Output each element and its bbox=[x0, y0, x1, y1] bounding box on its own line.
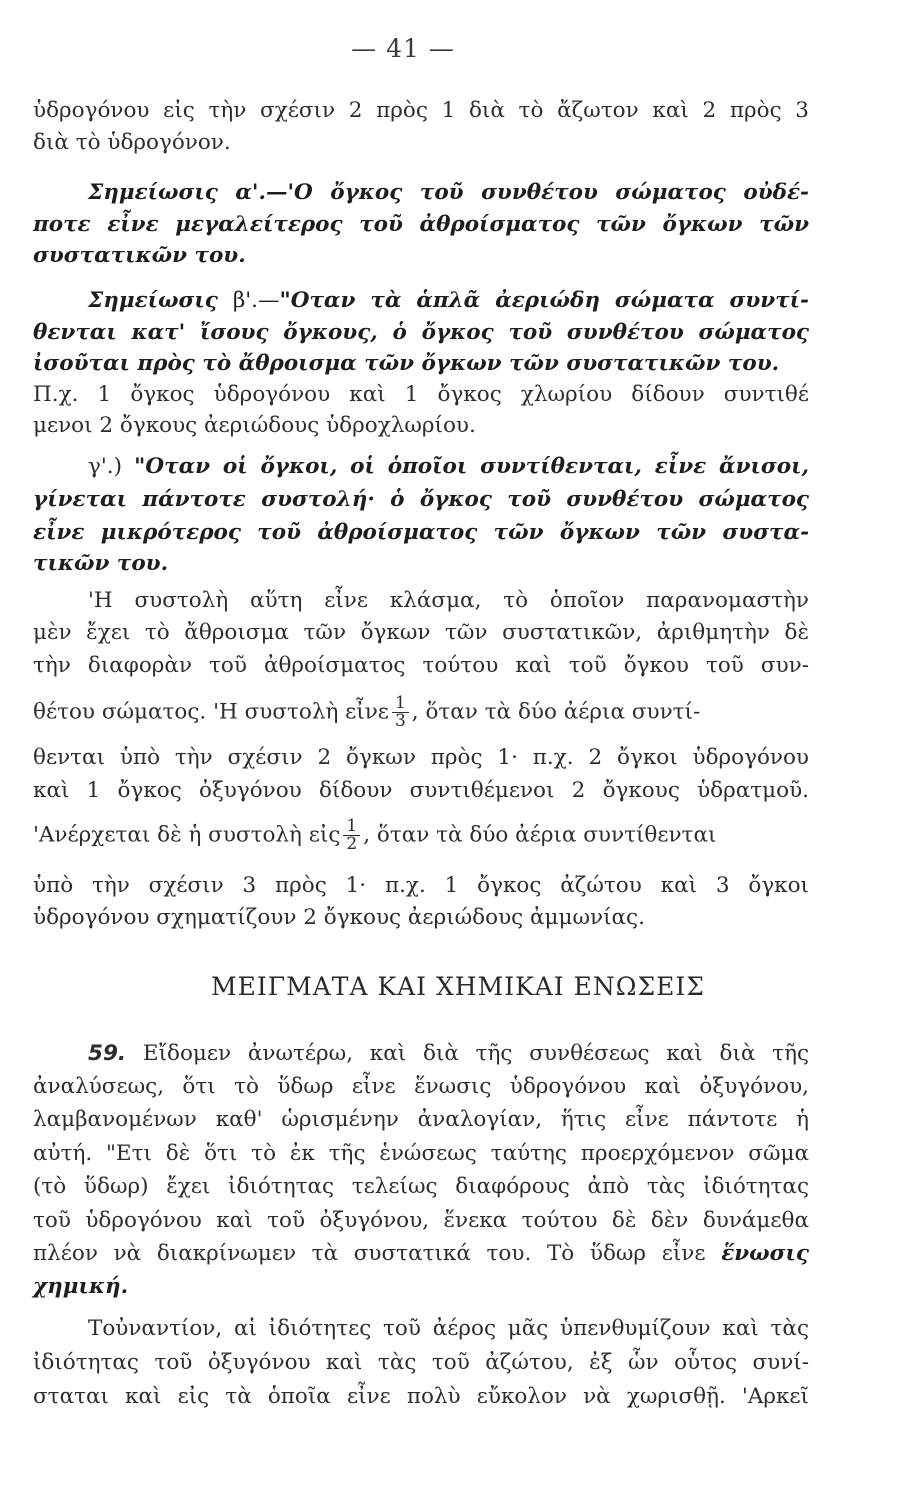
text-line: αὐτή. "Ετι δὲ ὅτι τὸ ἐκ τῆς ἑνώσεως ταύτης προερχόμενον σῶμα bbox=[33, 1141, 809, 1166]
text-line: θενται κατ' ἴσους ὄγκους, ὁ ὄγκος τοῦ συνθέτου σώματος bbox=[33, 320, 809, 345]
page-number: — 41 — bbox=[351, 34, 455, 63]
emphasis-span: ἕνωσις bbox=[721, 1241, 809, 1266]
fraction-denominator: 3 bbox=[394, 711, 406, 731]
fraction-line bbox=[33, 695, 809, 730]
text-line: ὑδρογόνου σχηματίζουν 2 ὄγκους ἀεριώδους ἀμμωνίας. bbox=[33, 905, 645, 930]
note-alpha-text: —'Ο ὄγκος τοῦ συνθέτου σώματος οὐδέ- bbox=[265, 180, 809, 205]
fraction-one-third bbox=[392, 695, 409, 730]
text-line: σταται καὶ εἰς τὰ ὁποῖα εἶνε πολὺ εὔκολον νὰ χωρισθῇ. 'Αρκεῖ bbox=[33, 1384, 809, 1409]
text-span: Εἴδομεν ἀνωτέρω, καὶ διὰ τῆς συνθέσεως καὶ διὰ τῆς bbox=[142, 1041, 809, 1066]
text-line: ἀναλύσεως, ὅτι τὸ ὕδωρ εἶνε ἕνωσις ὑδρογόνου καὶ ὀξυγόνου, bbox=[33, 1074, 809, 1099]
note-alpha-label: Σημείωσις α'. bbox=[88, 180, 266, 205]
text-line: 'Η συστολὴ αὕτη εἶνε κλάσμα, τὸ ὁποῖον παρανομαστὴν bbox=[88, 588, 809, 613]
text-line: γίνεται πάντοτε συστολή· ὁ ὄγκος τοῦ συνθέτου σώματος bbox=[33, 487, 809, 512]
text-line: μὲν ἔχει τὸ ἄθροισμα τῶν ὄγκων τῶν συστατικῶν, ἀριθμητὴν δὲ bbox=[33, 620, 809, 645]
text-span: θέτου σώματος. 'Η συστολὴ εἶνε bbox=[33, 699, 389, 725]
note-alpha-line bbox=[88, 178, 809, 208]
note-gamma-line bbox=[88, 452, 809, 482]
note-gamma-text: "Οταν οἱ ὄγκοι, οἱ ὁποῖοι συντίθενται, εἶνε ἄνισοι, bbox=[134, 454, 809, 479]
section-heading: ΜΕΙΓΜΑΤΑ ΚΑΙ ΧΗΜΙΚΑΙ ΕΝΩΣΕΙΣ bbox=[211, 972, 705, 1001]
text-span: , ὅταν τὰ δύο ἀέρια συντί- bbox=[411, 699, 701, 725]
fraction-one-half bbox=[343, 818, 360, 853]
text-line: (τὸ ὕδωρ) ἔχει ἰδιότητας τελείως διαφόρους ἀπὸ τὰς ἰδιότητας bbox=[33, 1174, 809, 1199]
text-line: τὴν διαφορὰν τοῦ ἀθροίσματος τούτου καὶ τοῦ ὄγκου τοῦ συν- bbox=[33, 653, 809, 678]
text-line: καὶ 1 ὄγκος ὀξυγόνου δίδουν συντιθέμενοι 2 ὄγκους ὑδρατμοῦ. bbox=[33, 778, 809, 803]
text-span: , ὅταν τὰ δύο ἀέρια συντίθενται bbox=[363, 822, 717, 848]
text-line: λαμβανομένων καθ' ὡρισμένην ἀναλογίαν, ἥτις εἶνε πάντοτε ἡ bbox=[33, 1107, 809, 1132]
text-line: ὑπὸ τὴν σχέσιν 3 πρὸς 1· π.χ. 1 ὄγκος ἀζώτου καὶ 3 ὄγκοι bbox=[33, 873, 809, 898]
text-line: συστατικῶν του. bbox=[33, 243, 246, 268]
note-beta-label: Σημείωσις bbox=[88, 288, 218, 313]
text-line: Π.χ. 1 ὄγκος ὑδρογόνου καὶ 1 ὄγκος χλωρίου δίδουν συντιθέ bbox=[33, 382, 809, 407]
fraction-numerator: 1 bbox=[343, 818, 360, 836]
text-line: ὑδρογόνου εἰς τὴν σχέσιν 2 πρὸς 1 διὰ τὸ ἄζωτον καὶ 2 πρὸς 3 bbox=[33, 98, 809, 123]
text-line: χημική. bbox=[33, 1274, 129, 1299]
text-span: 'Ανέρχεται δὲ ἡ συστολὴ εἰς bbox=[33, 822, 341, 848]
section-first-line bbox=[88, 1039, 809, 1069]
fraction-numerator: 1 bbox=[392, 695, 409, 713]
text-line: ποτε εἶνε μεγαλείτερος τοῦ ἀθροίσματος τῶν ὄγκων τῶν bbox=[33, 212, 809, 237]
fraction-denominator: 2 bbox=[346, 834, 358, 854]
text-line: τοῦ ὑδρογόνου καὶ τοῦ ὀξυγόνου, ἕνεκα τούτου δὲ δὲν δυνάμεθα bbox=[33, 1208, 809, 1233]
text-line: θενται ὑπὸ τὴν σχέσιν 2 ὄγκων πρὸς 1· π.χ. 2 ὄγκοι ὑδρογόνου bbox=[33, 745, 809, 770]
text-line: μενοι 2 ὄγκους ἀεριώδους ὑδροχλωρίου. bbox=[33, 413, 476, 438]
text-line: Τοὐναντίον, αἱ ἰδιότητες τοῦ ἀέρος μᾶς ὑπενθυμίζουν καὶ τὰς bbox=[88, 1316, 809, 1341]
section-number: 59. bbox=[88, 1041, 127, 1066]
text-line: διὰ τὸ ὑδρογόνον. bbox=[33, 130, 231, 155]
text-line: ἰσοῦται πρὸς τὸ ἄθροισμα τῶν ὄγκων τῶν συστατικῶν του. bbox=[33, 351, 780, 376]
text-line: τικῶν του. bbox=[33, 551, 169, 576]
text-line: ἰδιότητας τοῦ ὀξυγόνου καὶ τὰς τοῦ ἀζώτου, ἐξ ὧν οὗτος συνί- bbox=[33, 1350, 809, 1375]
fraction-line bbox=[33, 818, 809, 853]
note-gamma-label: γ'.) bbox=[88, 454, 122, 479]
text-line bbox=[33, 1239, 809, 1269]
note-beta-text: "Οταν τὰ ἁπλᾶ ἀεριώδη σώματα συντί- bbox=[279, 288, 809, 313]
note-beta-line bbox=[88, 286, 809, 316]
text-span: πλέον νὰ διακρίνωμεν τὰ συστατικά του. Τὸ ὕδωρ εἶνε bbox=[33, 1241, 706, 1266]
note-beta-letter: β'.— bbox=[232, 288, 280, 313]
text-line: εἶνε μικρότερος τοῦ ἀθροίσματος τῶν ὄγκων τῶν συστα- bbox=[33, 520, 809, 545]
